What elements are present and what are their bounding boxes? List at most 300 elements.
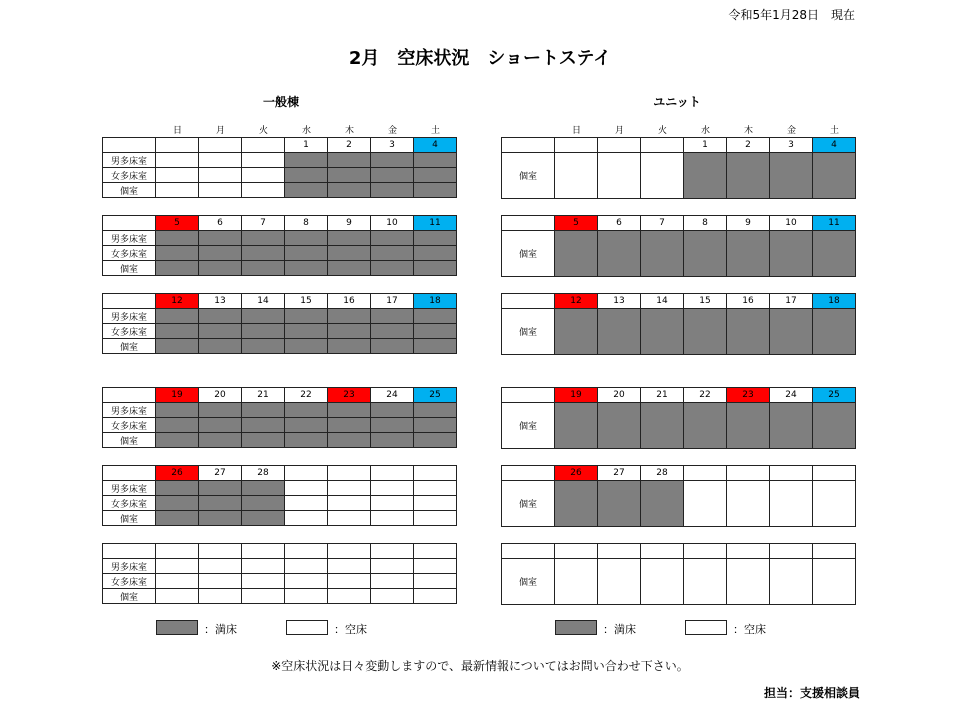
bed-status-full (414, 324, 457, 339)
bed-status-full (727, 153, 770, 199)
bed-status-full (242, 481, 285, 496)
date-cell (285, 466, 328, 481)
calendar-week-general (102, 387, 457, 448)
bed-status-full (328, 153, 371, 168)
room-row (103, 324, 457, 339)
date-row (502, 544, 856, 559)
bed-status-full (199, 433, 242, 448)
date-cell: 18 (813, 294, 856, 309)
bed-status-full (328, 433, 371, 448)
bed-status-full (328, 246, 371, 261)
bed-status-full (684, 231, 727, 277)
bed-status-empty (641, 559, 684, 605)
date-cell (414, 544, 457, 559)
bed-status-empty (242, 153, 285, 168)
bed-status-full (285, 231, 328, 246)
date-row (103, 388, 457, 403)
legend-swatch-full (555, 620, 597, 635)
bed-status-full (328, 168, 371, 183)
calendar-week-unit (501, 293, 856, 355)
bed-status-full (371, 261, 414, 276)
date-cell: 14 (641, 294, 684, 309)
room-row (103, 339, 457, 354)
bed-status-empty (770, 559, 813, 605)
weekday-label: 月 (614, 126, 624, 136)
bed-status-full (414, 246, 457, 261)
date-cell (598, 544, 641, 559)
bed-status-empty (598, 153, 641, 199)
bed-status-full (242, 324, 285, 339)
date-cell: 10 (770, 216, 813, 231)
legend-swatch-full (156, 620, 198, 635)
corner-cell (103, 388, 156, 403)
date-cell (684, 544, 727, 559)
corner-cell (502, 466, 555, 481)
bed-status-empty (727, 481, 770, 527)
room-type-label: 個室 (502, 481, 555, 527)
bed-status-empty (285, 481, 328, 496)
date-cell: 17 (371, 294, 414, 309)
date-cell: 27 (199, 466, 242, 481)
bed-status-full (242, 433, 285, 448)
bed-status-full (371, 309, 414, 324)
date-row (502, 466, 856, 481)
bed-status-full (242, 511, 285, 526)
date-cell: 11 (414, 216, 457, 231)
bed-status-full (199, 246, 242, 261)
bed-status-full (285, 418, 328, 433)
bed-status-empty (684, 481, 727, 527)
bed-status-full (414, 339, 457, 354)
bed-status-full (414, 309, 457, 324)
legend-label-empty: ：空床 (733, 623, 766, 636)
date-row (502, 388, 856, 403)
date-cell: 9 (727, 216, 770, 231)
page-title: 2月 空床状況 ショートステイ (348, 48, 612, 69)
weekday-label: 月 (215, 126, 225, 136)
date-cell: 1 (684, 138, 727, 153)
bed-status-empty (371, 559, 414, 574)
date-cell (414, 466, 457, 481)
date-cell (199, 138, 242, 153)
bed-status-empty (414, 589, 457, 604)
date-cell (328, 544, 371, 559)
bed-status-empty (199, 183, 242, 198)
legend-swatch-empty (685, 620, 727, 635)
notice-text: ※空床状況は日々変動しますので、最新情報についてはお問い合わせ下さい。 (271, 659, 689, 673)
calendar-week-unit (501, 465, 856, 527)
calendar-week-general (102, 137, 457, 198)
bed-status-empty (328, 559, 371, 574)
bed-status-empty (242, 574, 285, 589)
date-cell (199, 544, 242, 559)
bed-status-full (414, 403, 457, 418)
room-type-label: 個室 (502, 153, 555, 199)
date-row (502, 216, 856, 231)
date-row (103, 544, 457, 559)
weekday-label: 金 (387, 126, 397, 136)
corner-cell (502, 138, 555, 153)
date-cell: 19 (156, 388, 199, 403)
bed-status-full (641, 231, 684, 277)
room-type-label: 女多床室 (103, 246, 156, 261)
room-type-label: 個室 (103, 261, 156, 276)
room-type-label: 女多床室 (103, 324, 156, 339)
bed-status-full (770, 153, 813, 199)
bed-status-empty (199, 168, 242, 183)
bed-status-full (156, 418, 199, 433)
bed-status-empty (242, 168, 285, 183)
date-cell: 12 (555, 294, 598, 309)
room-row (103, 589, 457, 604)
corner-cell (103, 294, 156, 309)
bed-status-full (199, 418, 242, 433)
date-cell: 13 (199, 294, 242, 309)
date-cell: 14 (242, 294, 285, 309)
calendar-week-unit (501, 543, 856, 605)
room-row (103, 183, 457, 198)
bed-status-empty (156, 559, 199, 574)
bed-status-full (371, 418, 414, 433)
date-cell (770, 466, 813, 481)
date-cell: 6 (199, 216, 242, 231)
date-cell: 26 (156, 466, 199, 481)
bed-status-full (555, 231, 598, 277)
legend-label-full: ：満床 (603, 623, 636, 636)
date-cell (285, 544, 328, 559)
weekday-label: 火 (258, 126, 268, 136)
corner-cell (103, 466, 156, 481)
date-cell: 16 (727, 294, 770, 309)
bed-status-full (285, 309, 328, 324)
room-row (103, 246, 457, 261)
date-cell: 23 (328, 388, 371, 403)
bed-status-full (199, 324, 242, 339)
date-cell: 12 (156, 294, 199, 309)
date-cell (371, 544, 414, 559)
date-cell: 9 (328, 216, 371, 231)
date-cell: 27 (598, 466, 641, 481)
bed-status-empty (598, 559, 641, 605)
date-cell: 28 (641, 466, 684, 481)
bed-status-empty (156, 153, 199, 168)
bed-status-full (199, 231, 242, 246)
room-row (103, 403, 457, 418)
room-type-label: 個室 (103, 589, 156, 604)
date-cell (727, 466, 770, 481)
bed-status-full (156, 481, 199, 496)
calendar-week-general (102, 215, 457, 276)
date-cell: 2 (727, 138, 770, 153)
date-cell: 6 (598, 216, 641, 231)
bed-status-full (371, 153, 414, 168)
room-row (103, 261, 457, 276)
bed-status-full (598, 481, 641, 527)
contact-text: 担当：支援相談員 (763, 686, 860, 700)
date-cell: 20 (199, 388, 242, 403)
corner-cell (502, 216, 555, 231)
bed-status-empty (555, 153, 598, 199)
bed-status-full (813, 403, 856, 449)
bed-status-full (328, 418, 371, 433)
date-row (103, 294, 457, 309)
bed-status-full (727, 403, 770, 449)
bed-status-full (285, 339, 328, 354)
bed-status-empty (813, 559, 856, 605)
calendar-week-unit (501, 137, 856, 199)
date-cell: 15 (684, 294, 727, 309)
bed-status-full (371, 168, 414, 183)
bed-status-empty (285, 496, 328, 511)
bed-status-full (285, 246, 328, 261)
date-row (103, 138, 457, 153)
date-cell (684, 466, 727, 481)
bed-status-full (242, 403, 285, 418)
bed-status-full (641, 481, 684, 527)
date-cell (641, 138, 684, 153)
bed-status-full (371, 433, 414, 448)
bed-status-full (285, 168, 328, 183)
bed-status-full (242, 261, 285, 276)
bed-status-full (156, 261, 199, 276)
room-type-label: 男多床室 (103, 153, 156, 168)
bed-status-full (242, 231, 285, 246)
bed-status-empty (199, 559, 242, 574)
date-cell: 23 (727, 388, 770, 403)
date-cell: 5 (555, 216, 598, 231)
bed-status-full (156, 433, 199, 448)
weekday-label: 水 (700, 126, 710, 136)
bed-status-full (156, 496, 199, 511)
bed-status-full (328, 324, 371, 339)
weekday-label: 土 (430, 126, 440, 136)
bed-status-full (285, 433, 328, 448)
bed-status-empty (684, 559, 727, 605)
room-row (103, 574, 457, 589)
room-row (502, 231, 856, 277)
room-type-label: 個室 (103, 433, 156, 448)
bed-status-full (328, 231, 371, 246)
date-cell (371, 466, 414, 481)
bed-status-full (641, 403, 684, 449)
room-row (502, 153, 856, 199)
corner-cell (502, 544, 555, 559)
date-cell: 7 (641, 216, 684, 231)
section-title-unit: ユニット (653, 95, 701, 109)
date-cell (555, 138, 598, 153)
date-cell (727, 544, 770, 559)
date-cell: 21 (641, 388, 684, 403)
room-row (103, 433, 457, 448)
bed-status-full (770, 403, 813, 449)
bed-status-empty (156, 168, 199, 183)
bed-status-full (199, 511, 242, 526)
bed-status-full (156, 511, 199, 526)
bed-status-empty (813, 481, 856, 527)
date-cell: 13 (598, 294, 641, 309)
bed-status-full (242, 246, 285, 261)
bed-status-empty (414, 559, 457, 574)
bed-status-empty (371, 574, 414, 589)
date-cell: 11 (813, 216, 856, 231)
calendar-week-general (102, 293, 457, 354)
bed-status-empty (328, 589, 371, 604)
room-row (103, 481, 457, 496)
bed-status-full (242, 339, 285, 354)
calendar-week-general (102, 465, 457, 526)
date-cell: 28 (242, 466, 285, 481)
bed-status-empty (414, 496, 457, 511)
bed-status-full (371, 183, 414, 198)
bed-status-empty (555, 559, 598, 605)
weekday-label: 木 (743, 126, 753, 136)
bed-status-full (414, 261, 457, 276)
date-row (502, 138, 856, 153)
bed-status-full (285, 183, 328, 198)
room-row (103, 309, 457, 324)
bed-status-empty (285, 559, 328, 574)
calendar-week-general (102, 543, 457, 604)
bed-status-full (555, 309, 598, 355)
bed-status-empty (242, 559, 285, 574)
bed-status-full (414, 231, 457, 246)
room-type-label: 男多床室 (103, 403, 156, 418)
bed-status-full (414, 418, 457, 433)
bed-status-empty (414, 511, 457, 526)
bed-status-empty (727, 559, 770, 605)
bed-status-full (727, 231, 770, 277)
room-row (103, 496, 457, 511)
room-type-label: 女多床室 (103, 168, 156, 183)
bed-status-full (813, 309, 856, 355)
date-cell (156, 138, 199, 153)
bed-status-empty (371, 511, 414, 526)
bed-status-full (641, 309, 684, 355)
corner-cell (502, 294, 555, 309)
date-cell: 16 (328, 294, 371, 309)
bed-status-empty (414, 481, 457, 496)
room-type-label: 男多床室 (103, 309, 156, 324)
date-cell: 15 (285, 294, 328, 309)
date-cell: 4 (414, 138, 457, 153)
bed-status-empty (156, 589, 199, 604)
room-row (502, 481, 856, 527)
bed-status-full (199, 403, 242, 418)
bed-status-full (285, 324, 328, 339)
bed-status-full (414, 183, 457, 198)
room-type-label: 個室 (502, 559, 555, 605)
bed-status-full (285, 403, 328, 418)
bed-status-full (555, 403, 598, 449)
room-row (103, 168, 457, 183)
as-of-date: 令和5年1月28日 現在 (728, 8, 855, 22)
bed-status-full (156, 246, 199, 261)
legend-label-full: ：満床 (204, 623, 237, 636)
section-title-general: 一般棟 (262, 95, 299, 109)
date-cell: 17 (770, 294, 813, 309)
room-type-label: 個室 (502, 231, 555, 277)
date-cell (813, 544, 856, 559)
room-type-label: 女多床室 (103, 418, 156, 433)
bed-status-empty (770, 481, 813, 527)
bed-status-full (199, 309, 242, 324)
bed-status-full (598, 403, 641, 449)
weekday-label: 火 (657, 126, 667, 136)
bed-status-full (813, 231, 856, 277)
room-row (502, 309, 856, 355)
room-row (502, 403, 856, 449)
bed-status-full (371, 231, 414, 246)
corner-cell (103, 544, 156, 559)
room-row (103, 418, 457, 433)
bed-status-full (684, 403, 727, 449)
weekday-label: 土 (829, 126, 839, 136)
date-cell: 22 (684, 388, 727, 403)
date-cell: 21 (242, 388, 285, 403)
bed-status-empty (156, 183, 199, 198)
corner-cell (103, 216, 156, 231)
weekday-label: 水 (301, 126, 311, 136)
bed-status-full (684, 153, 727, 199)
date-row (103, 216, 457, 231)
bed-status-empty (199, 589, 242, 604)
legend-label-empty: ：空床 (334, 623, 367, 636)
date-cell: 26 (555, 466, 598, 481)
bed-status-full (199, 481, 242, 496)
bed-status-empty (285, 574, 328, 589)
bed-status-full (770, 231, 813, 277)
weekday-label: 金 (786, 126, 796, 136)
bed-status-full (156, 339, 199, 354)
bed-status-full (285, 261, 328, 276)
bed-status-full (813, 153, 856, 199)
bed-status-full (414, 153, 457, 168)
bed-status-empty (199, 574, 242, 589)
bed-status-full (242, 418, 285, 433)
date-cell: 18 (414, 294, 457, 309)
calendar-week-unit (501, 387, 856, 449)
bed-status-full (371, 339, 414, 354)
bed-status-full (199, 496, 242, 511)
date-cell: 8 (285, 216, 328, 231)
date-cell: 19 (555, 388, 598, 403)
room-type-label: 個室 (502, 403, 555, 449)
weekday-label: 木 (344, 126, 354, 136)
bed-status-empty (285, 589, 328, 604)
date-cell: 5 (156, 216, 199, 231)
bed-status-full (328, 403, 371, 418)
room-type-label: 個室 (103, 339, 156, 354)
date-cell (242, 544, 285, 559)
bed-status-empty (285, 511, 328, 526)
bed-status-empty (371, 496, 414, 511)
bed-status-empty (371, 589, 414, 604)
bed-status-full (199, 339, 242, 354)
bed-status-empty (371, 481, 414, 496)
date-cell: 25 (813, 388, 856, 403)
bed-status-empty (242, 183, 285, 198)
bed-status-full (156, 231, 199, 246)
bed-status-full (770, 309, 813, 355)
date-cell (641, 544, 684, 559)
legend-swatch-empty (286, 620, 328, 635)
bed-status-empty (414, 574, 457, 589)
date-cell: 3 (371, 138, 414, 153)
bed-status-full (371, 246, 414, 261)
bed-status-full (414, 433, 457, 448)
room-row (103, 511, 457, 526)
date-cell: 8 (684, 216, 727, 231)
